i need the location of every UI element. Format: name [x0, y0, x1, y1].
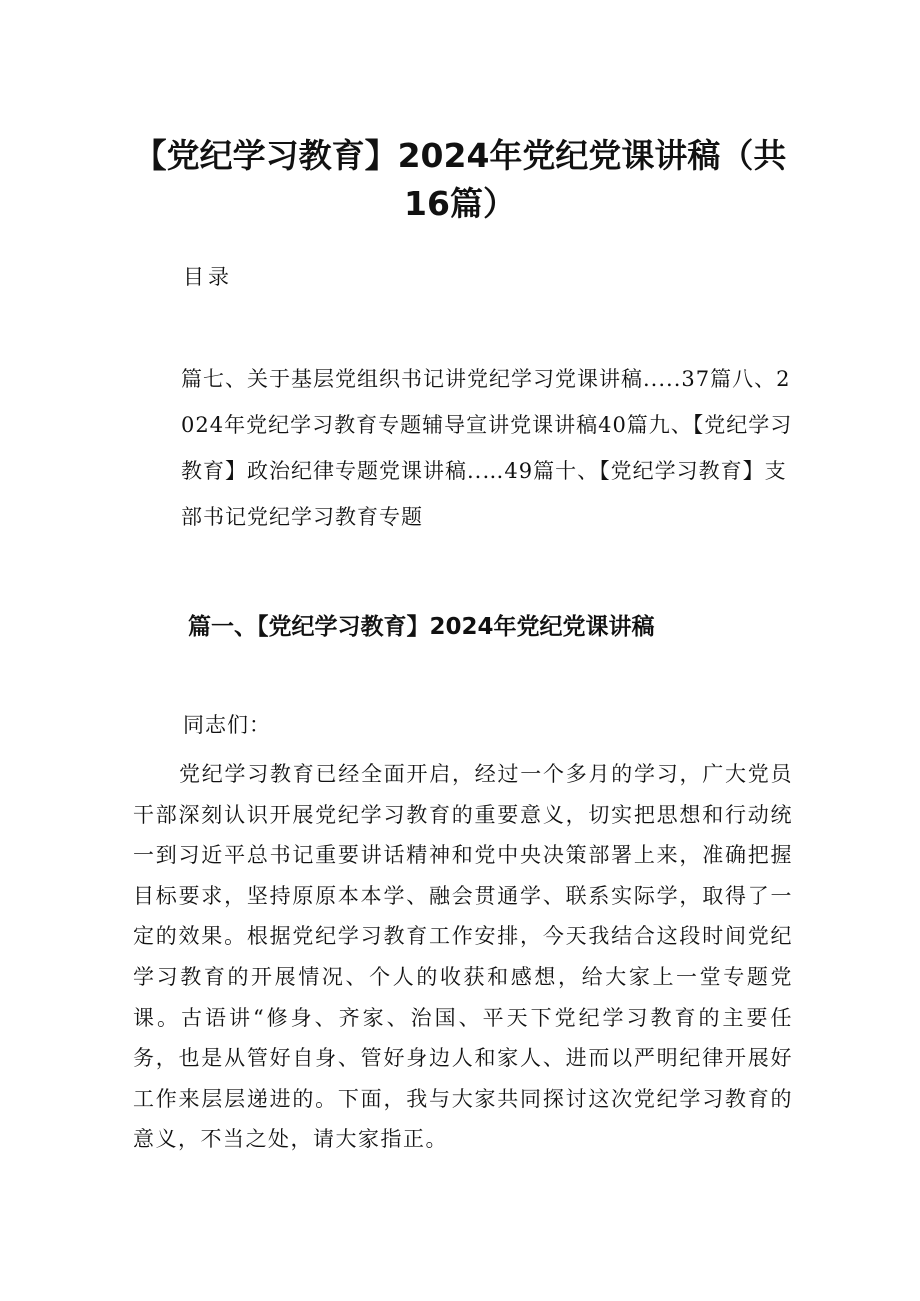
toc-heading: 目录 — [183, 265, 233, 289]
salutation: 同志们： — [183, 713, 271, 737]
document-title: 【党纪学习教育】2024年党纪党课讲稿（共16篇） — [133, 136, 787, 223]
section-heading: 篇一、【党纪学习教育】2024年党纪党课讲稿 — [188, 614, 655, 640]
body-paragraph: 党纪学习教育已经全面开启，经过一个多月的学习，广大党员干部深刻认识开展党纪学习教育的重要意义，切实把思想和行动统一到习近平总书记重要讲话精神和党中央决策部署上来，准确把握目标要求，坚持原原本本学、融会贯通学、联系实际学，取得了一定的效果。根据党纪学习教育工作安排，今天我结合这段时间党纪学习教育的开展情况、个人的收获和感想，给大家上一堂专题党课。古语讲“修身、齐家、治国、平天下党纪学习教育的主要任务，也是从管好自身、管好身边人和家人、进而以严明纪律开展好工作来层层递进的。下面，我与大家共同探讨这次党纪学习教育的意义，不当之处，请大家指正。 — [133, 762, 793, 1152]
toc-entries: 篇七、关于基层党组织书记讲党纪学习党课讲稿.....37篇八、2024年党纪学习教育专题辅导宣讲党课讲稿40篇九、【党纪学习教育】政治纪律专题党课讲稿..…49篇十、【党纪学习教育】支部书记党纪学习教育专题 — [181, 367, 793, 529]
